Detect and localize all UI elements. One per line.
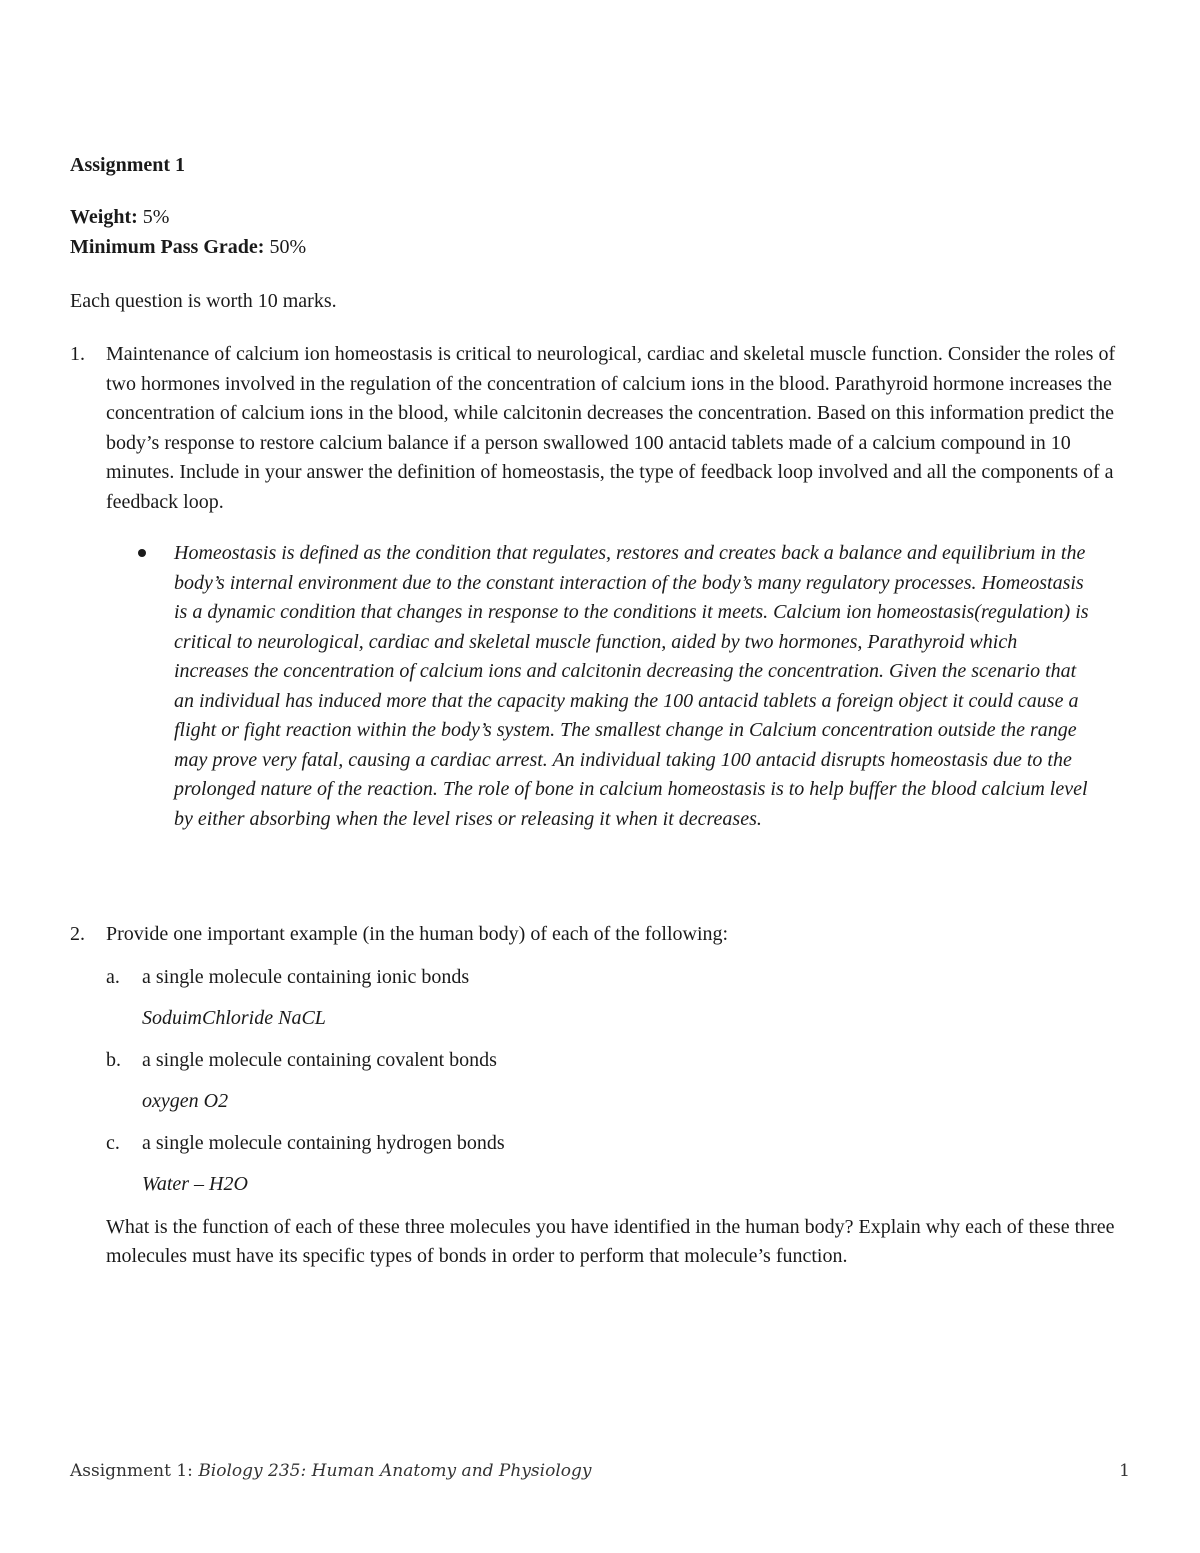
weight-label: Weight: xyxy=(70,206,138,228)
question-2-followup: What is the function of each of these three molecules you have identified in the human body? Explain why each of these three molecules must have its specific types of bonds in order to perform that molecule’s function. xyxy=(106,1215,1115,1267)
min-pass-label: Minimum Pass Grade: xyxy=(70,236,265,258)
question-1 xyxy=(70,340,1130,517)
part-b-answer: oxygen O2 xyxy=(142,1089,229,1112)
question-2 xyxy=(70,920,1130,1272)
part-b-text: a single molecule containing covalent bonds xyxy=(142,1048,497,1071)
min-pass-value: 50% xyxy=(269,236,307,258)
part-c-text: a single molecule containing hydrogen bonds xyxy=(142,1131,505,1154)
question-2-number: 2. xyxy=(70,923,85,945)
page-footer xyxy=(70,1461,1130,1481)
footer-course: Biology 235: Human Anatomy and Physiology xyxy=(198,1461,592,1481)
footer-prefix: Assignment 1: xyxy=(70,1461,199,1481)
part-c-letter: c. xyxy=(106,1131,120,1154)
part-a-answer: SoduimChloride NaCL xyxy=(142,1006,326,1029)
weight-value: 5% xyxy=(142,206,170,228)
question-2-part-b xyxy=(106,1045,1130,1075)
intro-text: Each question is worth 10 marks. xyxy=(70,290,337,312)
page-number: 1 xyxy=(1119,1461,1130,1481)
min-pass-line xyxy=(70,232,1130,262)
question-2-text: Provide one important example (in the human body) of each of the following: xyxy=(106,923,729,945)
part-a-text: a single molecule containing ionic bonds xyxy=(142,965,470,988)
part-b-letter: b. xyxy=(106,1048,121,1071)
question-1-text: Maintenance of calcium ion homeostasis is critical to neurological, cardiac and skeletal muscle function. Consider the roles of two hormones involved in the regulation of the concentration of calcium ions in the blood. Parathyroid hormone increases the concentration of calcium ions in the blood, while calcitonin decreases the concentration. Based on this information predict the body’s response to restore calcium balance if a person swallowed 100 antacid tablets made of a calcium compound in 10 minutes. Include in your answer the definition of homeostasis, the type of feedback loop involved and all the components of a feedback loop. xyxy=(106,343,1116,513)
part-a-letter: a. xyxy=(106,965,120,988)
question-1-answer-text: Homeostasis is defined as the condition that regulates, restores and creates back a balance and equilibrium in the body’s internal environment due to the constant interaction of the body’s many regulatory processes. Homeostasis is a dynamic condition that changes in response to the conditions it meets. Calcium ion homeostasis(regulation) is critical to neurological, cardiac and skeletal muscle function, aided by two hormones, Parathyroid which increases the concentration of calcium ions and calcitonin decreasing the concentration. Given the scenario that an individual has induced more that the capacity making the 100 antacid tablets a foreign object it could cause a flight or fight reaction within the body’s system. The smallest change in Calcium concentration outside the range may prove very fatal, causing a cardiac arrest. An individual taking 100 antacid disrupts homeostasis due to the prolonged nature of the reaction. The role of bone in calcium homeostasis is to help buffer the blood calcium level by either absorbing when the level rises or releasing it when it decreases. xyxy=(174,542,1089,830)
question-1-answer xyxy=(134,539,1094,834)
question-1-number: 1. xyxy=(70,343,85,365)
part-c-answer: Water – H2O xyxy=(142,1172,248,1195)
assignment-title: Assignment 1 xyxy=(70,154,186,176)
question-2-part-c xyxy=(106,1128,1130,1158)
weight-line xyxy=(70,202,1130,232)
document-page xyxy=(70,150,1130,1272)
bullet-icon xyxy=(138,549,146,557)
question-2-part-a xyxy=(106,962,1130,992)
